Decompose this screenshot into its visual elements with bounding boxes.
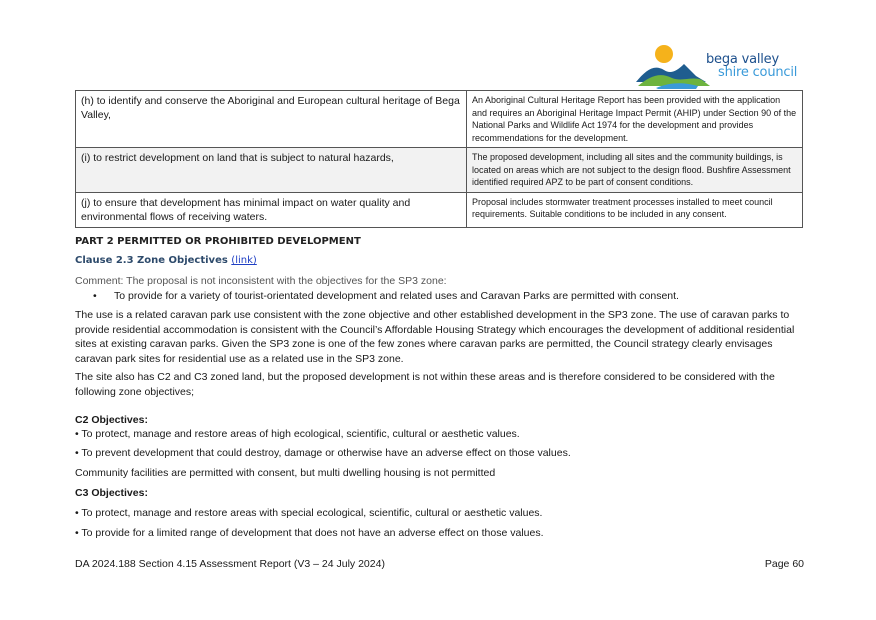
table-row bbox=[76, 192, 803, 227]
bullet-icon: • bbox=[93, 290, 97, 302]
part-heading: PART 2 PERMITTED OR PROHIBITED DEVELOPMENT bbox=[75, 236, 361, 247]
paragraph-1: The use is a related caravan park use consistent with the zone objective and other established development in the SP3 zone. The use of caravan parks to provide residential accommodation is consistent with the Council’s Affordable Housing Strategy which encourages the development of additional residential sites at existing caravan parks. Given the SP3 zone is one of the few zones where caravan parks are permitted, the Council strategy clearly envisages caravan park sites for residential use as a related use in the SP3 zone. bbox=[75, 309, 795, 365]
list-item-text: To provide for a limited range of development that does not have an adverse effect on those values. bbox=[81, 527, 544, 539]
list-item: • To provide for a limited range of development that does not have an adverse effect on those values. bbox=[75, 527, 544, 539]
logo-mark-icon bbox=[636, 42, 716, 90]
c3-heading: C3 Objectives: bbox=[75, 487, 148, 499]
objectives-table bbox=[75, 90, 803, 228]
list-item-text: To protect, manage and restore areas of high ecological, scientific, cultural or aesthetic values. bbox=[81, 428, 520, 440]
list-item: • To protect, manage and restore areas with special ecological, scientific, cultural or aesthetic values. bbox=[75, 507, 543, 519]
logo-line-2: shire council bbox=[718, 65, 798, 80]
list-item-text: To provide for a variety of tourist-orientated development and related uses and Caravan Parks are permitted with consent. bbox=[114, 290, 679, 302]
logo-line-1: bega valley bbox=[706, 52, 779, 67]
list-item bbox=[93, 289, 679, 303]
table-cell-assessment: An Aboriginal Cultural Heritage Report has been provided with the application and requires an Aboriginal Heritage Impact Permit (AHIP) under Section 90 of the National Parks and Wildlife Act 1974 for the development and provides recommendations for the development. bbox=[467, 91, 803, 148]
table-cell-objective: (i) to restrict development on land that is subject to natural hazards, bbox=[76, 148, 467, 193]
c2-heading: C2 Objectives: bbox=[75, 414, 148, 426]
table-row bbox=[76, 148, 803, 193]
list-item: • To protect, manage and restore areas of high ecological, scientific, cultural or aesthetic values. bbox=[75, 428, 520, 440]
table-cell-assessment: The proposed development, including all sites and the community buildings, is located on areas which are not subject to the design flood. Bushfire Assessment identified required APZ to be part of consent conditions. bbox=[467, 148, 803, 193]
clause-heading-text: Clause 2.3 Zone Objectives bbox=[75, 255, 228, 266]
table-cell-objective: (j) to ensure that development has minimal impact on water quality and environmental flows of receiving waters. bbox=[76, 192, 467, 227]
comment-text: Comment: The proposal is not inconsistent with the objectives for the SP3 zone: bbox=[75, 275, 447, 287]
footer-page-number: Page 60 bbox=[764, 558, 804, 570]
table-row bbox=[76, 91, 803, 148]
clause-link[interactable]: (link) bbox=[231, 255, 257, 266]
council-logo bbox=[636, 42, 806, 92]
list-item-text: To prevent development that could destroy, damage or otherwise have an adverse effect on those values. bbox=[81, 447, 571, 459]
clause-heading bbox=[75, 255, 257, 266]
table-cell-objective: (h) to identify and conserve the Aboriginal and European cultural heritage of Bega Valley, bbox=[76, 91, 467, 148]
c2-note: Community facilities are permitted with consent, but multi dwelling housing is not permitted bbox=[75, 467, 496, 479]
list-item-text: To protect, manage and restore areas with special ecological, scientific, cultural or aesthetic values. bbox=[81, 507, 543, 519]
list-item: • To prevent development that could destroy, damage or otherwise have an adverse effect on those values. bbox=[75, 447, 571, 459]
paragraph-2: The site also has C2 and C3 zoned land, but the proposed development is not within these areas and is therefore considered to be considered with the following zone objectives; bbox=[75, 371, 775, 398]
footer-document-title: DA 2024.188 Section 4.15 Assessment Report (V3 – 24 July 2024) bbox=[75, 558, 385, 570]
table-cell-assessment: Proposal includes stormwater treatment processes installed to meet council requirements. Suitable conditions to be included in any consent. bbox=[467, 192, 803, 227]
